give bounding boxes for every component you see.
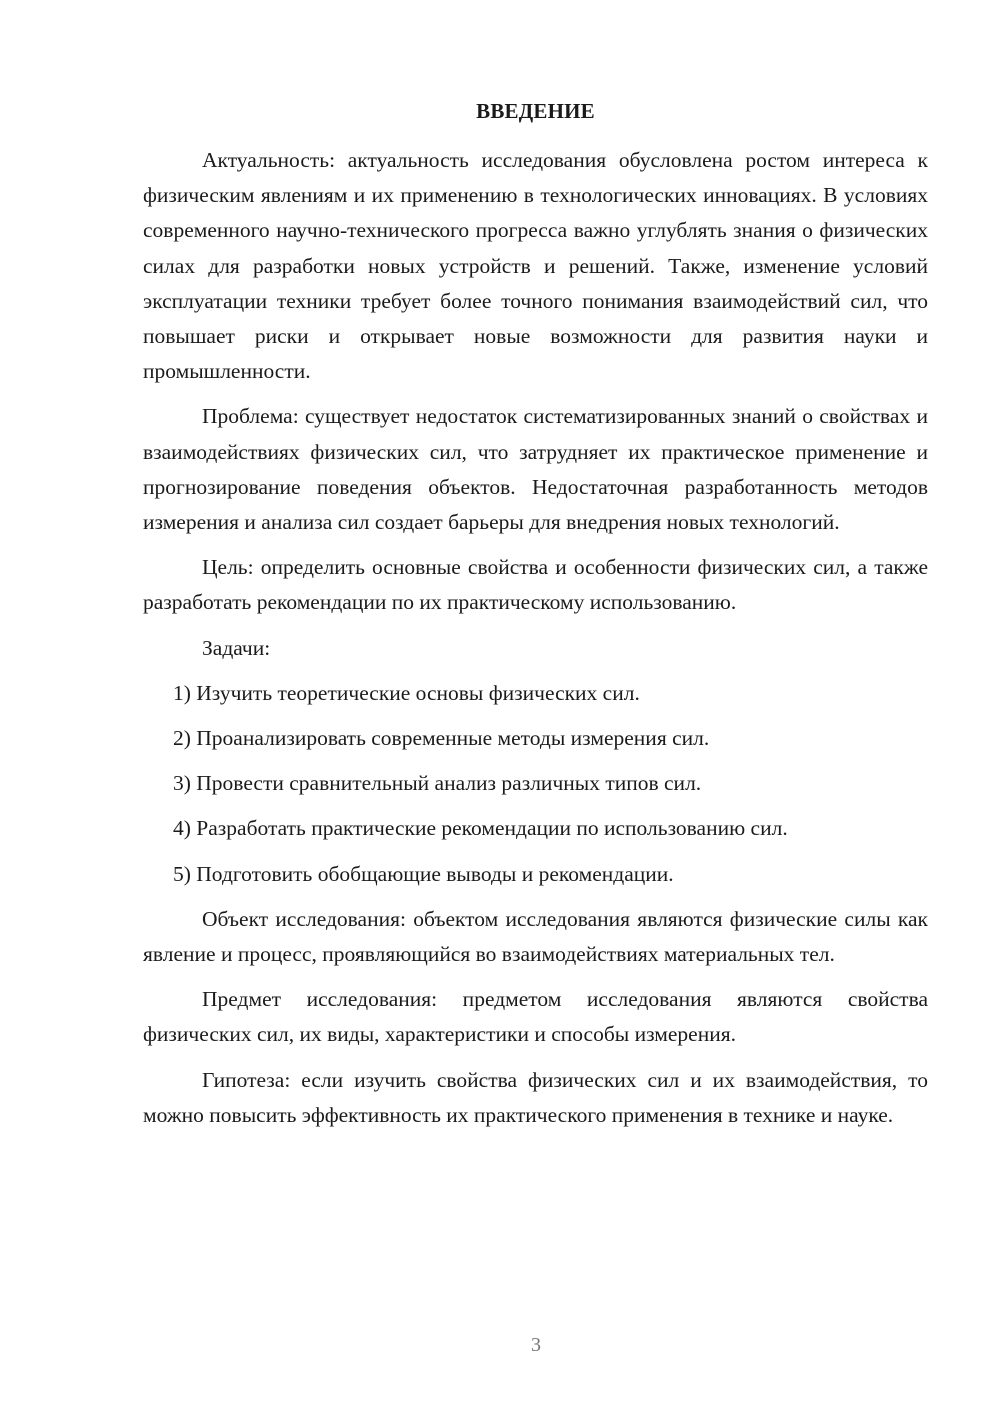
list-item: 5) Подготовить обобщающие выводы и рекомендации. <box>173 861 674 886</box>
tasks-list <box>143 676 928 892</box>
list-item: 2) Проанализировать современные методы измерения сил. <box>173 726 710 751</box>
paragraph-problem: Проблема: существует недостаток систематизированных знаний о свойствах и взаимодействиях физических сил, что затрудняет их практическое применение и прогнозирование поведения объектов. Недостаточная разработанность методов измерения и анализа сил создает барьеры для внедрения новых технологий. <box>143 404 928 535</box>
paragraph-relevance: Актуальность: актуальность исследования обусловлена ростом интереса к физическим явлениям и их применению в технологических инновациях. В условиях современного научно-технического прогресса важно углублять знания о физических силах для разработки новых устройств и решений. Также, изменение условий эксплуатации техники требует более точного понимания взаимодействий сил, что повышает риски и открывает новые возможности для развития науки и промышленности. <box>143 148 928 384</box>
paragraph-hypothesis: Гипотеза: если изучить свойства физических сил и их взаимодействия, то можно повысить эффективность их практического применения в технике и науке. <box>143 1067 928 1127</box>
list-item: 3) Провести сравнительный анализ различных типов сил. <box>173 771 702 796</box>
page-number: 3 <box>531 1334 541 1356</box>
paragraph-object: Объект исследования: объектом исследования являются физические силы как явление и процесс, проявляющийся во взаимодействиях материальных тел. <box>143 906 928 967</box>
document-body <box>143 143 928 1143</box>
page-title: ВВЕДЕНИЕ <box>476 99 595 123</box>
list-item: 4) Разработать практические рекомендации по использованию сил. <box>173 816 788 841</box>
paragraph-subject: Предмет исследования: предметом исследования являются свойства физических сил, их виды, характеристики и способы измерения. <box>143 987 928 1047</box>
tasks-label: Задачи: <box>202 635 271 660</box>
paragraph-goal: Цель: определить основные свойства и особенности физических сил, а также разработать рекомендации по их практическому использованию. <box>143 555 928 615</box>
list-item: 1) Изучить теоретические основы физических сил. <box>173 680 640 705</box>
